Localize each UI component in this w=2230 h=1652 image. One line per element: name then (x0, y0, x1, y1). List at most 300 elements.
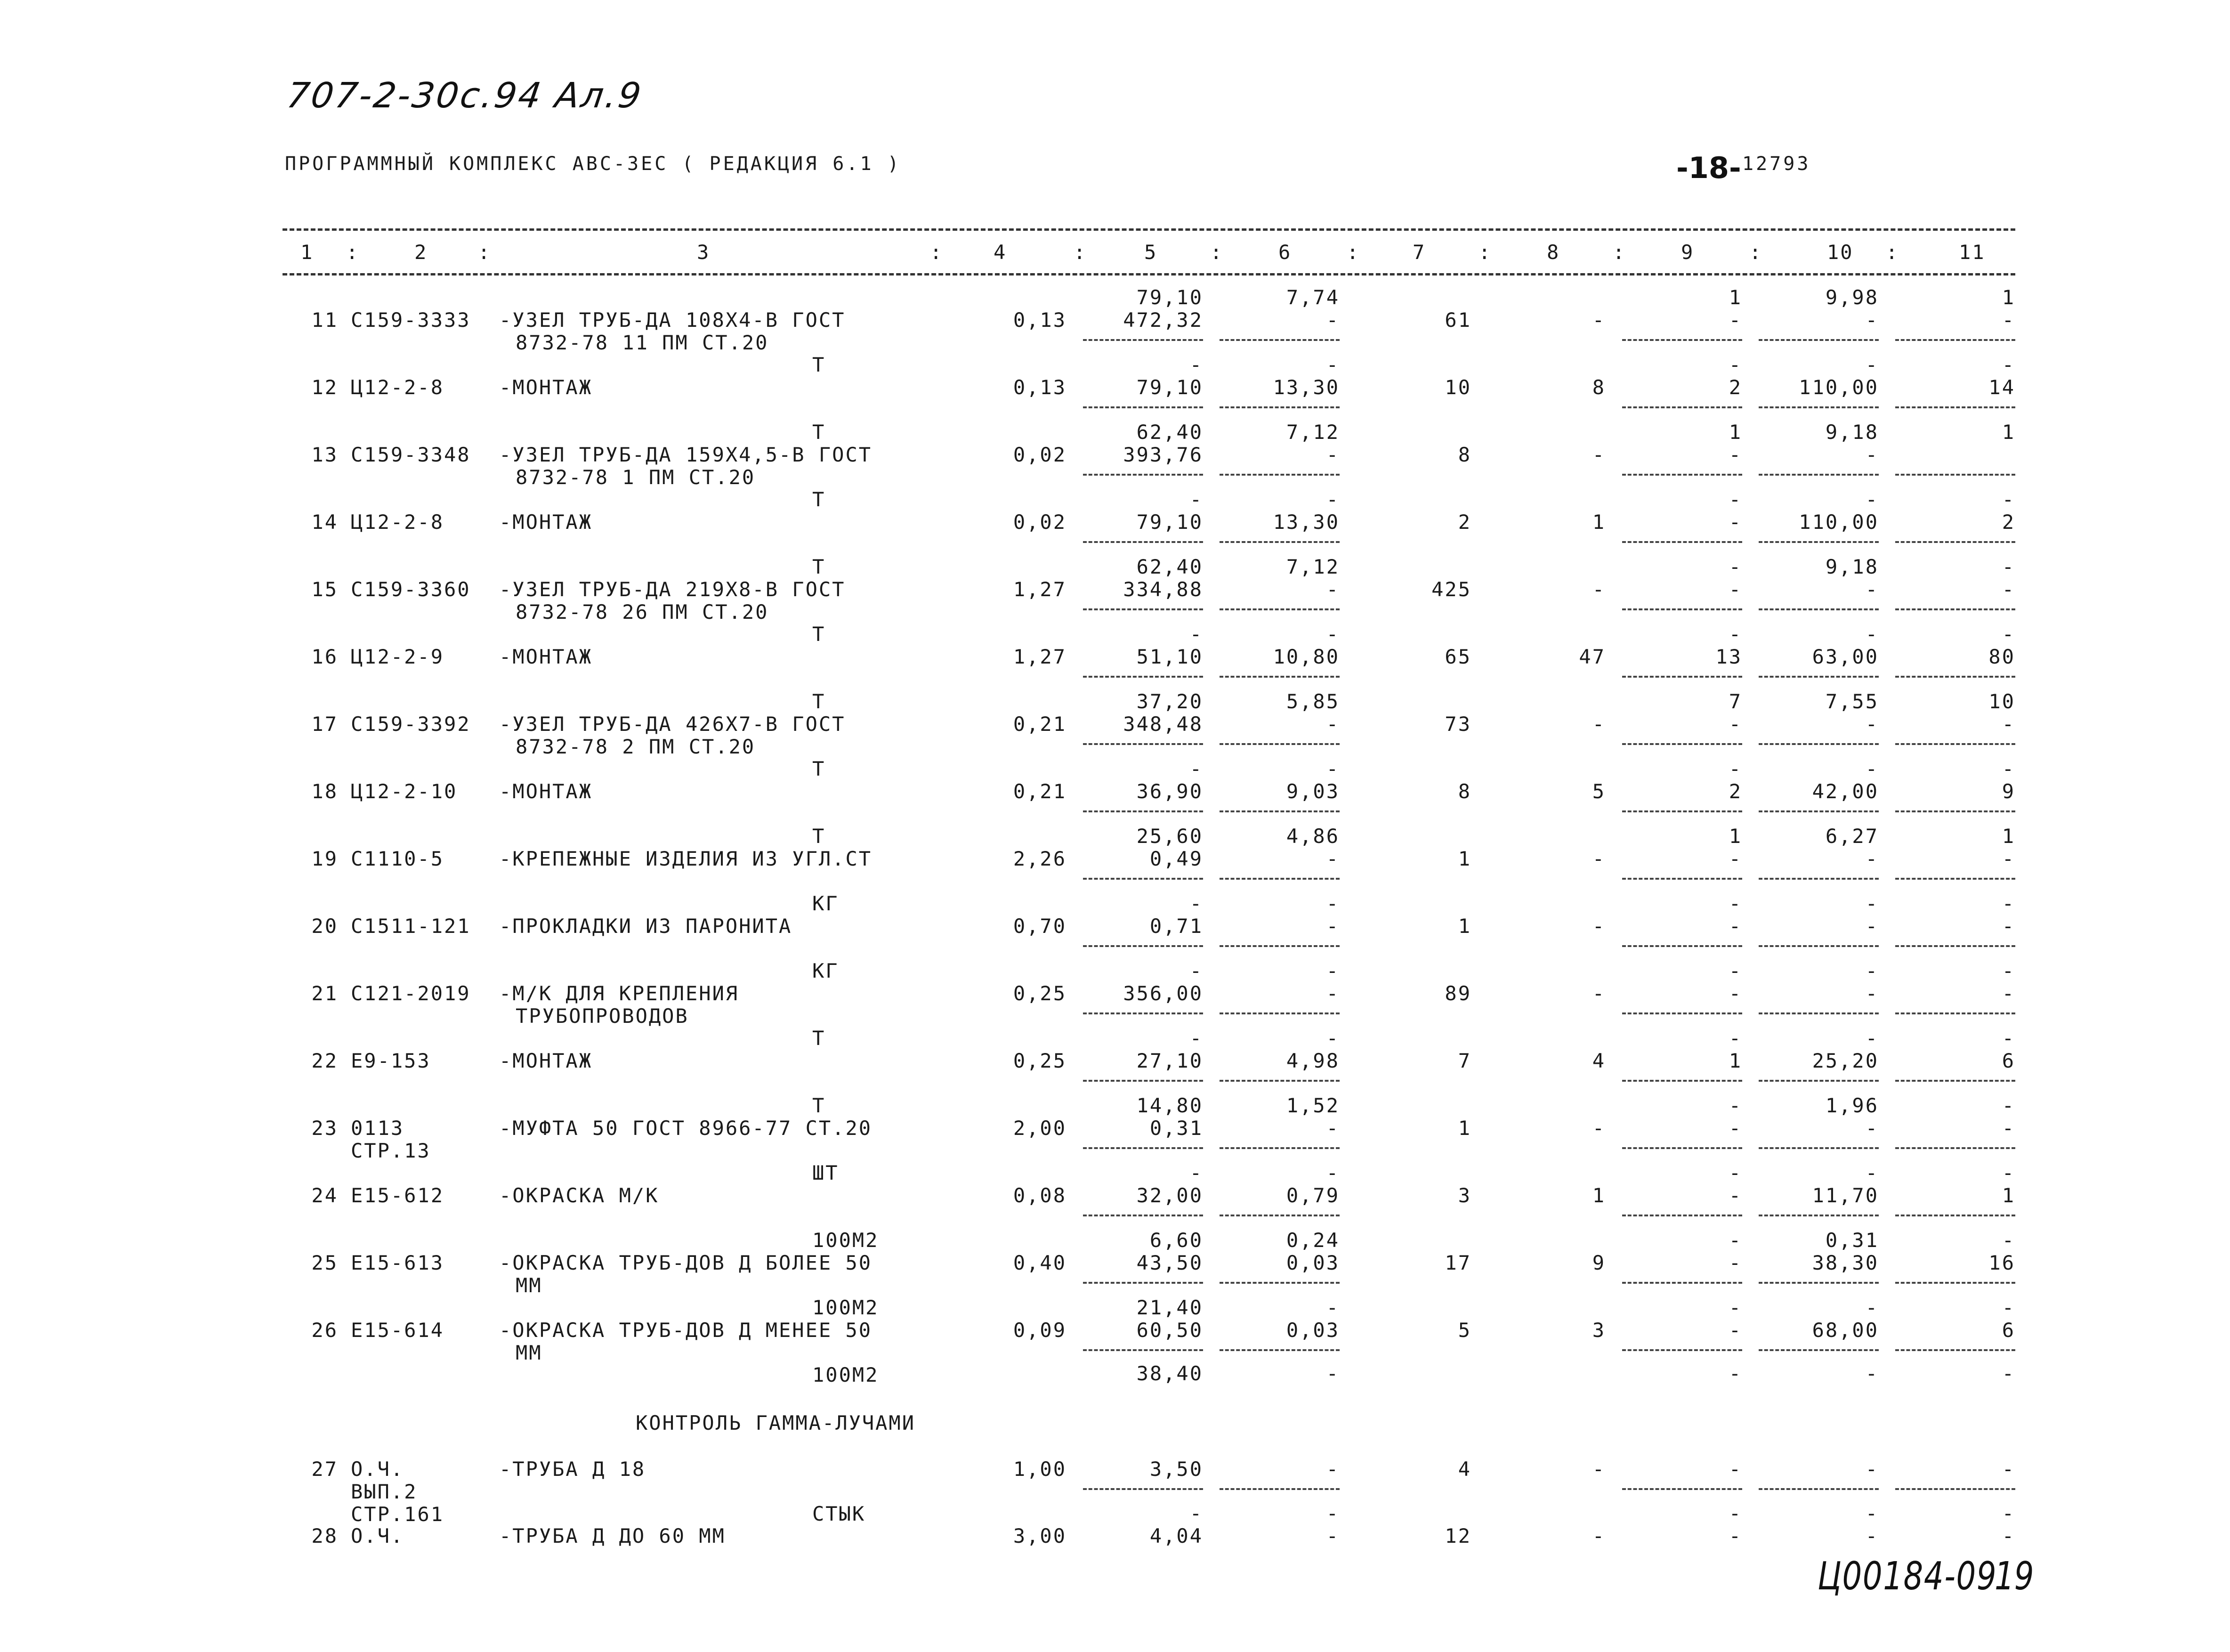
row-c10-divider (1759, 1147, 1879, 1149)
row-c11-divider (1895, 406, 2015, 408)
row-c5-divider (1083, 676, 1203, 678)
row-c9-value: - (1729, 308, 1742, 332)
row-c5-top: - (1189, 757, 1203, 780)
row-c9-divider (1622, 541, 1742, 543)
column-header-7: 7 (1413, 241, 1426, 264)
row-c10-divider (1759, 878, 1879, 880)
row-code: Ц12-2-8 (351, 510, 444, 534)
row-c9-divider (1622, 1349, 1742, 1351)
row-c6-extra: - (1326, 1362, 1340, 1385)
row-col7: 8 (1458, 780, 1471, 803)
row-description: -УЗЕЛ ТРУБ-ДА 426Х7-В ГОСТ (499, 713, 846, 736)
row-c9-top: - (1729, 1027, 1742, 1050)
row-c5-top: 21,40 (1136, 1296, 1203, 1319)
row-unit: Т (812, 353, 826, 376)
row-unit: Т (812, 421, 826, 444)
row-description: -УЗЕЛ ТРУБ-ДА 108Х4-В ГОСТ (499, 308, 846, 332)
row-c5-top: 14,80 (1136, 1094, 1203, 1117)
row-description: -ОКРАСКА М/К (499, 1184, 659, 1207)
row-description: ММ (516, 1274, 542, 1297)
row-c11-top: - (2002, 1094, 2015, 1117)
row-c6-value: - (1326, 1524, 1340, 1547)
row-c11-value: - (2002, 915, 2015, 938)
row-c9-value: - (1729, 847, 1742, 870)
row-c5-divider (1083, 1080, 1203, 1082)
row-c11-top: 1 (2002, 825, 2015, 848)
row-c6-value: - (1326, 1458, 1340, 1481)
row-c10-divider (1759, 474, 1879, 476)
column-separator: : (1886, 241, 1899, 264)
row-c9-value: - (1729, 1319, 1742, 1342)
row-number: 26 (311, 1319, 338, 1342)
row-description: 8732-78 26 ПМ СТ.20 (516, 600, 769, 624)
row-c10-top: - (1865, 1296, 1879, 1319)
row-description: -МУФТА 50 ГОСТ 8966-77 СТ.20 (499, 1117, 873, 1140)
row-c6-value: 0,03 (1286, 1251, 1340, 1274)
row-c6-value: - (1326, 308, 1340, 332)
row-c6-divider (1220, 743, 1340, 745)
row-col7: 1 (1458, 915, 1471, 938)
row-quantity: 0,02 (1013, 443, 1067, 466)
row-c5-value: 32,00 (1136, 1184, 1203, 1207)
row-c5-divider (1083, 1488, 1203, 1490)
row-c10-divider (1759, 1488, 1879, 1490)
row-c9-divider (1622, 743, 1742, 745)
row-col7: 89 (1445, 982, 1471, 1005)
row-c9-value: - (1729, 915, 1742, 938)
row-c11-top: - (2002, 353, 2015, 376)
column-header-4: 4 (994, 241, 1007, 264)
row-c10-value: 38,30 (1812, 1251, 1879, 1274)
row-c6-divider (1220, 810, 1340, 812)
row-number: 25 (311, 1251, 338, 1274)
row-col8: - (1592, 1458, 1606, 1481)
row-c5-value: 334,88 (1123, 578, 1203, 601)
row-col8: - (1592, 1117, 1606, 1140)
row-code: Ц12-2-9 (351, 645, 444, 668)
row-c9-value: - (1729, 1184, 1742, 1207)
row-c9-value: 13 (1715, 645, 1742, 668)
row-c10-divider (1759, 1349, 1879, 1351)
row-c9-top: - (1729, 959, 1742, 982)
row-c6-divider (1220, 878, 1340, 880)
row-c10-value: 63,00 (1812, 645, 1879, 668)
row-description: -ПРОКЛАДКИ ИЗ ПАРОНИТА (499, 915, 792, 938)
row-c9-divider (1622, 1080, 1742, 1082)
row-c6-top: - (1326, 1502, 1340, 1525)
row-c9-divider (1622, 406, 1742, 408)
row-c11-divider (1895, 474, 2015, 476)
row-code: О.Ч. (351, 1458, 404, 1481)
row-c6-top: 4,86 (1286, 825, 1340, 848)
row-c5-divider (1083, 810, 1203, 812)
column-separator: : (1347, 241, 1360, 264)
row-c6-value: 13,30 (1273, 376, 1340, 399)
row-c9-divider (1622, 608, 1742, 610)
row-c6-value: - (1326, 915, 1340, 938)
row-unit: 100М2 (812, 1229, 879, 1252)
row-c11-divider (1895, 810, 2015, 812)
row-col8: 8 (1592, 376, 1606, 399)
row-c9-top: - (1729, 757, 1742, 780)
row-c6-top: 7,12 (1286, 555, 1340, 578)
row-quantity: 2,00 (1013, 1117, 1067, 1140)
row-number: 20 (311, 915, 338, 938)
row-c5-value: 79,10 (1136, 510, 1203, 534)
row-description: -МОНТАЖ (499, 1049, 593, 1072)
row-c11-divider (1895, 1282, 2015, 1284)
row-description: -МОНТАЖ (499, 510, 593, 534)
row-c9-value: - (1729, 1458, 1742, 1481)
row-c10-top: - (1865, 757, 1879, 780)
row-c11-divider (1895, 878, 2015, 880)
row-col8: 4 (1592, 1049, 1606, 1072)
row-c10-divider (1759, 743, 1879, 745)
row-c5-extra: 38,40 (1136, 1362, 1203, 1385)
row-col7: 8 (1458, 443, 1471, 466)
row-quantity: 0,70 (1013, 915, 1067, 938)
row-c9-top: 7 (1729, 690, 1742, 713)
row-c5-value: 472,32 (1123, 308, 1203, 332)
row-number: 13 (311, 443, 338, 466)
row-c5-top: - (1189, 1027, 1203, 1050)
row-c6-top: - (1326, 623, 1340, 646)
column-separator: : (930, 241, 944, 264)
row-c5-value: 60,50 (1136, 1319, 1203, 1342)
row-c10-top: 0,31 (1825, 1229, 1879, 1252)
row-c10-value: - (1865, 1524, 1879, 1547)
row-col7: 61 (1445, 308, 1471, 332)
row-code: С159-3348 (351, 443, 471, 466)
row-code: СТР.161 (351, 1503, 444, 1526)
row-quantity: 0,25 (1013, 982, 1067, 1005)
row-code: Е15-612 (351, 1184, 444, 1207)
row-c11-top: - (2002, 555, 2015, 578)
row-code: Ц12-2-8 (351, 376, 444, 399)
row-c5-value: 0,31 (1149, 1117, 1203, 1140)
row-c6-top: - (1326, 959, 1340, 982)
row-c11-value: 16 (1988, 1251, 2015, 1274)
row-c11-value: - (2002, 982, 2015, 1005)
row-code: ВЫП.2 (351, 1480, 418, 1503)
row-c10-top: - (1865, 959, 1879, 982)
row-c9-divider (1622, 810, 1742, 812)
row-description: -УЗЕЛ ТРУБ-ДА 159Х4,5-В ГОСТ (499, 443, 873, 466)
row-col8: 47 (1579, 645, 1606, 668)
row-c5-value: 79,10 (1136, 376, 1203, 399)
row-quantity: 0,25 (1013, 1049, 1067, 1072)
column-header-9: 9 (1681, 241, 1695, 264)
row-c9-value: - (1729, 982, 1742, 1005)
row-c5-divider (1083, 1349, 1203, 1351)
row-c5-value: 348,48 (1123, 713, 1203, 736)
row-c5-top: - (1189, 623, 1203, 646)
row-code: С1511-121 (351, 915, 471, 938)
row-unit: Т (812, 825, 826, 848)
row-c9-value: 1 (1729, 1049, 1742, 1072)
row-c10-divider (1759, 339, 1879, 341)
row-c10-divider (1759, 1080, 1879, 1082)
column-separator: : (1074, 241, 1087, 264)
row-c5-top: - (1189, 892, 1203, 915)
row-c9-extra: - (1729, 1362, 1742, 1385)
row-description: 8732-78 1 ПМ СТ.20 (516, 466, 756, 489)
row-quantity: 1,27 (1013, 578, 1067, 601)
row-c11-value: 6 (2002, 1049, 2015, 1072)
row-c6-top: - (1326, 1027, 1340, 1050)
row-col7: 65 (1445, 645, 1471, 668)
row-col8: 3 (1592, 1319, 1606, 1342)
row-c11-top: - (2002, 892, 2015, 915)
row-number: 19 (311, 847, 338, 870)
row-c5-top: 79,10 (1136, 286, 1203, 309)
row-c5-value: 0,49 (1149, 847, 1203, 870)
row-c9-divider (1622, 1282, 1742, 1284)
row-quantity: 3,00 (1013, 1524, 1067, 1547)
row-unit: Т (812, 757, 826, 780)
row-c6-divider (1220, 474, 1340, 476)
column-separator: : (346, 241, 360, 264)
row-c9-top: - (1729, 1094, 1742, 1117)
row-c11-value: - (2002, 1524, 2015, 1547)
row-c5-divider (1083, 1215, 1203, 1216)
row-unit: 100М2 (812, 1363, 879, 1386)
row-quantity: 0,21 (1013, 780, 1067, 803)
row-c11-value: - (2002, 1117, 2015, 1140)
row-c6-divider (1220, 1215, 1340, 1216)
row-c6-top: - (1326, 757, 1340, 780)
row-unit: 100М2 (812, 1296, 879, 1319)
row-col7: 4 (1458, 1458, 1471, 1481)
row-description: 8732-78 2 ПМ СТ.20 (516, 735, 756, 758)
header-rule-top (283, 228, 2015, 231)
row-c9-top: - (1729, 1296, 1742, 1319)
row-c6-top: - (1326, 1161, 1340, 1184)
row-code: Е9-153 (351, 1049, 431, 1072)
row-number: 11 (311, 308, 338, 332)
row-c11-value: 80 (1988, 645, 2015, 668)
row-unit: СТЫК (812, 1502, 866, 1525)
row-col8: - (1592, 713, 1606, 736)
row-c6-value: - (1326, 443, 1340, 466)
row-description: ТРУБОПРОВОДОВ (516, 1004, 689, 1028)
row-c11-value: 9 (2002, 780, 2015, 803)
row-c11-top: - (2002, 959, 2015, 982)
row-c9-value: - (1729, 713, 1742, 736)
row-col8: 1 (1592, 1184, 1606, 1207)
row-c6-top: 1,52 (1286, 1094, 1340, 1117)
row-code: Е15-614 (351, 1319, 444, 1342)
archive-number: Ц00184-09 (1818, 1554, 1997, 1599)
row-unit: Т (812, 690, 826, 713)
row-c11-extra: - (2002, 1362, 2015, 1385)
row-c11-value: 1 (2002, 1184, 2015, 1207)
row-c10-value: 11,70 (1812, 1184, 1879, 1207)
row-c9-top: - (1729, 555, 1742, 578)
row-c6-value: - (1326, 982, 1340, 1005)
row-c11-divider (1895, 1215, 2015, 1216)
row-unit: КГ (812, 892, 839, 915)
sheet-number: -18- (1676, 151, 1741, 185)
row-c6-value: 4,98 (1286, 1049, 1340, 1072)
row-c11-value: - (2002, 847, 2015, 870)
row-c5-value: 51,10 (1136, 645, 1203, 668)
row-c11-divider (1895, 945, 2015, 947)
row-c6-divider (1220, 1282, 1340, 1284)
row-c6-value: 0,03 (1286, 1319, 1340, 1342)
row-c9-value: - (1729, 1251, 1742, 1274)
row-c6-value: - (1326, 847, 1340, 870)
row-c6-value: - (1326, 713, 1340, 736)
row-c11-divider (1895, 1349, 2015, 1351)
row-c6-value: 10,80 (1273, 645, 1340, 668)
row-c6-top: - (1326, 353, 1340, 376)
row-code: С159-3392 (351, 713, 471, 736)
row-c9-divider (1622, 474, 1742, 476)
row-col7: 2 (1458, 510, 1471, 534)
row-quantity: 0,08 (1013, 1184, 1067, 1207)
row-c11-divider (1895, 1012, 2015, 1014)
row-c5-top: 62,40 (1136, 421, 1203, 444)
column-header-6: 6 (1278, 241, 1292, 264)
row-c11-top: - (2002, 757, 2015, 780)
column-header-3: 3 (697, 241, 711, 264)
row-c5-divider (1083, 541, 1203, 543)
row-c5-value: 43,50 (1136, 1251, 1203, 1274)
row-description: -КРЕПЕЖНЫЕ ИЗДЕЛИЯ ИЗ УГЛ.СТ (499, 847, 873, 870)
row-c5-top: 37,20 (1136, 690, 1203, 713)
row-c6-divider (1220, 1147, 1340, 1149)
row-c9-top: - (1729, 1502, 1742, 1525)
row-number: 17 (311, 713, 338, 736)
row-c5-value: 393,76 (1123, 443, 1203, 466)
row-c11-divider (1895, 1488, 2015, 1490)
row-col8: - (1592, 443, 1606, 466)
row-c11-value: - (2002, 308, 2015, 332)
document-number: 12793 (1742, 153, 1811, 175)
row-c5-top: 25,60 (1136, 825, 1203, 848)
column-header-8: 8 (1547, 241, 1560, 264)
row-code: Е15-613 (351, 1251, 444, 1274)
row-col8: - (1592, 915, 1606, 938)
row-c10-value: 110,00 (1799, 510, 1879, 534)
row-c9-divider (1622, 1012, 1742, 1014)
row-description: -УЗЕЛ ТРУБ-ДА 219Х8-В ГОСТ (499, 578, 846, 601)
row-c10-value: 68,00 (1812, 1319, 1879, 1342)
column-header-2: 2 (414, 241, 428, 264)
row-number: 27 (311, 1458, 338, 1481)
row-number: 15 (311, 578, 338, 601)
row-c6-top: 7,12 (1286, 421, 1340, 444)
row-col7: 12 (1445, 1524, 1471, 1547)
row-col7: 73 (1445, 713, 1471, 736)
row-c9-top: - (1729, 488, 1742, 511)
row-c10-divider (1759, 676, 1879, 678)
row-c11-value: - (2002, 713, 2015, 736)
row-description: 8732-78 11 ПМ СТ.20 (516, 331, 769, 354)
row-c9-divider (1622, 339, 1742, 341)
page-number: 19 (1995, 1554, 2034, 1599)
row-c6-divider (1220, 1349, 1340, 1351)
row-code: С1110-5 (351, 847, 444, 870)
row-c9-value: 2 (1729, 780, 1742, 803)
row-col8: 1 (1592, 510, 1606, 534)
row-quantity: 1,00 (1013, 1458, 1067, 1481)
row-c5-top: - (1189, 1502, 1203, 1525)
row-description: -МОНТАЖ (499, 645, 593, 668)
row-c9-value: 2 (1729, 376, 1742, 399)
row-col8: - (1592, 1524, 1606, 1547)
row-c10-top: 6,27 (1825, 825, 1879, 848)
row-c6-top: - (1326, 892, 1340, 915)
column-header-1: 1 (300, 241, 314, 264)
row-c10-top: 1,96 (1825, 1094, 1879, 1117)
row-col8: - (1592, 982, 1606, 1005)
row-c11-top: - (2002, 623, 2015, 646)
row-c9-top: 1 (1729, 286, 1742, 309)
row-number: 28 (311, 1524, 338, 1547)
row-number: 21 (311, 982, 338, 1005)
row-c5-divider (1083, 608, 1203, 610)
row-c11-top: - (2002, 1502, 2015, 1525)
row-quantity: 2,26 (1013, 847, 1067, 870)
row-c9-top: - (1729, 1229, 1742, 1252)
row-c10-value: 42,00 (1812, 780, 1879, 803)
row-col8: - (1592, 578, 1606, 601)
row-c6-top: - (1326, 1296, 1340, 1319)
row-c9-top: - (1729, 1161, 1742, 1184)
row-description: -ТРУБА Д ДО 60 ММ (499, 1524, 726, 1547)
row-c6-divider (1220, 541, 1340, 543)
row-c9-top: 1 (1729, 825, 1742, 848)
row-c10-top: - (1865, 1027, 1879, 1050)
row-c10-value: 110,00 (1799, 376, 1879, 399)
row-description: -ТРУБА Д 18 (499, 1458, 646, 1481)
row-c11-divider (1895, 743, 2015, 745)
row-c6-divider (1220, 406, 1340, 408)
row-c5-top: 6,60 (1149, 1229, 1203, 1252)
row-c10-value: 25,20 (1812, 1049, 1879, 1072)
row-c5-top: - (1189, 959, 1203, 982)
row-c11-top: - (2002, 1161, 2015, 1184)
section-title: КОНТРОЛЬ ГАММА-ЛУЧАМИ (636, 1411, 916, 1434)
row-c9-top: 1 (1729, 421, 1742, 444)
row-c6-value: - (1326, 578, 1340, 601)
row-col7: 1 (1458, 1117, 1471, 1140)
row-c6-divider (1220, 1080, 1340, 1082)
row-c5-divider (1083, 406, 1203, 408)
row-c11-divider (1895, 608, 2015, 610)
column-separator: : (1749, 241, 1763, 264)
row-quantity: 0,40 (1013, 1251, 1067, 1274)
row-number: 12 (311, 376, 338, 399)
row-c9-divider (1622, 1488, 1742, 1490)
row-quantity: 0,21 (1013, 713, 1067, 736)
row-c11-value: 2 (2002, 510, 2015, 534)
row-col8: 9 (1592, 1251, 1606, 1274)
row-c9-value: - (1729, 578, 1742, 601)
row-c11-top: 10 (1988, 690, 2015, 713)
row-c5-top: - (1189, 488, 1203, 511)
column-header-5: 5 (1144, 241, 1158, 264)
row-c11-top: 1 (2002, 421, 2015, 444)
row-code: Ц12-2-10 (351, 780, 458, 803)
row-c6-divider (1220, 676, 1340, 678)
row-c9-top: - (1729, 353, 1742, 376)
row-c10-extra: - (1865, 1362, 1879, 1385)
row-c10-value: - (1865, 578, 1879, 601)
row-col8: 5 (1592, 780, 1606, 803)
